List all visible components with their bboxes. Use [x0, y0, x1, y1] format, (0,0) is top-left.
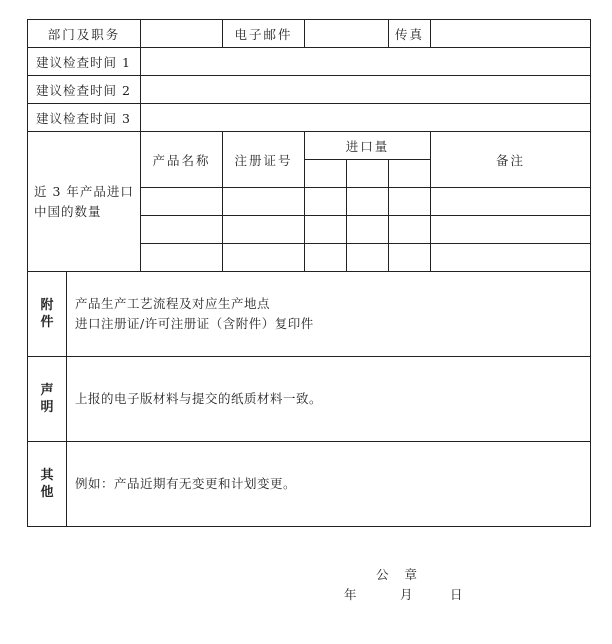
attachments-heading-char-2: 件 — [40, 315, 54, 330]
table-cell[interactable] — [347, 216, 389, 244]
attachments-heading-char-1: 附 — [40, 298, 54, 313]
inspection-time-row — [28, 76, 591, 104]
table-cell[interactable] — [223, 244, 305, 272]
inspection-time-1-field[interactable] — [141, 48, 591, 76]
official-seal-label: 公章 — [376, 567, 434, 582]
table-cell[interactable] — [389, 188, 431, 216]
inspection-time-2-field[interactable] — [141, 76, 591, 104]
declaration-text: 上报的电子版材料与提交的纸质材料一致。 — [67, 357, 591, 442]
table-cell[interactable] — [141, 244, 223, 272]
import-year-3-cell[interactable] — [389, 160, 431, 188]
attachment-item-1: 产品生产工艺流程及对应生产地点 — [75, 296, 271, 311]
contact-row — [28, 20, 591, 48]
table-cell[interactable] — [431, 216, 591, 244]
table-cell[interactable] — [347, 188, 389, 216]
inspection-time-3-field[interactable] — [141, 104, 591, 132]
table-cell[interactable] — [223, 216, 305, 244]
inspection-time-row — [28, 104, 591, 132]
inspection-time-row — [28, 48, 591, 76]
form-table — [27, 19, 591, 527]
registration-no-header: 注册证号 — [223, 132, 305, 188]
declaration-heading-char-2: 明 — [40, 400, 54, 415]
import-volume-header: 进口量 — [305, 132, 431, 160]
date-day-label: 日 — [450, 587, 463, 602]
department-field[interactable] — [141, 20, 223, 48]
table-cell[interactable] — [389, 244, 431, 272]
other-text: 例如：产品近期有无变更和计划变更。 — [67, 442, 591, 527]
fax-label: 传真 — [389, 20, 431, 48]
inspection-time-1-label: 建议检查时间 1 — [28, 48, 141, 76]
import-year-2-cell[interactable] — [347, 160, 389, 188]
import-label-line2: 中国的数量 — [34, 203, 102, 219]
import-year-1-cell[interactable] — [305, 160, 347, 188]
inspection-time-3-label: 建议检查时间 3 — [28, 104, 141, 132]
table-cell[interactable] — [431, 244, 591, 272]
attachments-content — [67, 272, 591, 357]
email-field[interactable] — [305, 20, 389, 48]
declaration-heading — [28, 357, 67, 442]
table-cell[interactable] — [389, 216, 431, 244]
attachments-heading — [28, 272, 67, 357]
table-cell[interactable] — [223, 188, 305, 216]
table-cell[interactable] — [305, 216, 347, 244]
import-header-row — [28, 132, 591, 160]
department-label: 部门及职务 — [28, 20, 141, 48]
other-row — [28, 442, 591, 527]
import-quantity-label — [28, 132, 141, 272]
table-cell[interactable] — [305, 244, 347, 272]
declaration-heading-char-1: 声 — [40, 383, 54, 398]
attachment-item-2: 进口注册证/许可注册证（含附件）复印件 — [75, 316, 314, 331]
other-heading-char-2: 他 — [40, 485, 54, 500]
table-cell[interactable] — [305, 188, 347, 216]
attachments-row — [28, 272, 591, 357]
table-cell[interactable] — [431, 188, 591, 216]
email-label: 电子邮件 — [223, 20, 305, 48]
product-name-header: 产品名称 — [141, 132, 223, 188]
fax-field[interactable] — [431, 20, 591, 48]
table-cell[interactable] — [141, 216, 223, 244]
other-heading — [28, 442, 67, 527]
date-year-label: 年 — [344, 587, 357, 602]
other-heading-char-1: 其 — [40, 468, 54, 483]
remarks-header: 备注 — [431, 132, 591, 188]
table-cell[interactable] — [347, 244, 389, 272]
table-cell[interactable] — [141, 188, 223, 216]
date-month-label: 月 — [400, 587, 413, 602]
import-label-line1: 近 3 年产品进口 — [34, 183, 134, 199]
inspection-time-2-label: 建议检查时间 2 — [28, 76, 141, 104]
application-form — [27, 19, 590, 527]
declaration-row — [28, 357, 591, 442]
